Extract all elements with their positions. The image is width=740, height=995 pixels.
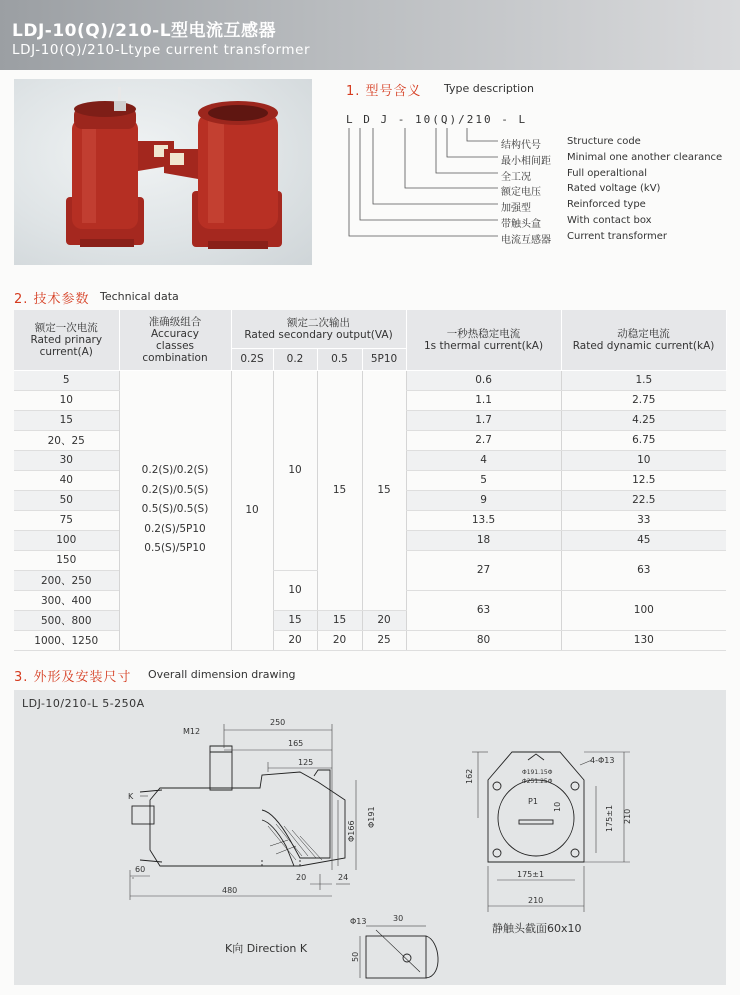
section-dimension-title: 3. 外形及安装尺寸 — [14, 670, 132, 685]
label-rating-2: Φ251.25Φ — [522, 778, 553, 785]
legend-en-5: Reinforced type — [567, 199, 646, 210]
label-210-horizontal: 210 — [528, 896, 544, 905]
cell-primary: 1000、1250 — [14, 630, 119, 650]
technical-data-table — [14, 310, 727, 651]
cell-output-05: 15 — [317, 610, 362, 630]
header-accuracy — [119, 310, 231, 370]
cell-output-05: 20 — [317, 630, 362, 650]
cell-output-02: 15 — [273, 610, 317, 630]
label-phi13: Φ13 — [350, 917, 367, 926]
legend-cn-3: 全工况 — [501, 172, 531, 183]
page-title: LDJ-10(Q)/210-L型电流互感器 — [12, 21, 277, 41]
header-sub-5p10: 5P10 — [362, 348, 406, 370]
header-accuracy-en2: classes — [156, 339, 194, 352]
cell-output-5p10: 20 — [362, 610, 406, 630]
header-sub-02S: 0.2S — [231, 348, 273, 370]
label-rating-1: Φ191.15Φ — [522, 769, 553, 776]
cell-primary: 20、25 — [14, 430, 119, 450]
page-subtitle: LDJ-10(Q)/210-Ltype current transformer — [12, 42, 311, 58]
drawing-model-label: LDJ-10/210-L 5-250A — [22, 697, 145, 710]
cell-dynamic: 2.75 — [561, 390, 726, 410]
cell-primary: 15 — [14, 410, 119, 430]
header-accuracy-cn: 准确级组合 — [148, 315, 202, 328]
cell-primary: 500、800 — [14, 610, 119, 630]
label-165: 165 — [288, 739, 304, 748]
header-secondary-en: Rated secondary output(VA) — [244, 328, 393, 341]
header-thermal-cn: 一秒热稳定电流 — [446, 327, 521, 340]
cell-thermal: 4 — [406, 450, 561, 470]
legend-cn-4: 额定电压 — [501, 187, 541, 198]
legend-cn-5: 加强型 — [501, 203, 531, 214]
label-480: 480 — [222, 886, 238, 895]
dimension-drawing-area — [14, 690, 726, 985]
cell-primary: 75 — [14, 510, 119, 530]
label-125: 125 — [298, 758, 314, 767]
header-dynamic-en: Rated dynamic current(kA) — [572, 339, 715, 352]
header-sub-05: 0.5 — [317, 348, 362, 370]
legend-cn-1: 结构代号 — [501, 140, 541, 151]
header-thermal-en: 1s thermal current(kA) — [423, 339, 544, 352]
section-tech-subtitle: Technical data — [100, 290, 179, 303]
caption-k-direction: K向 Direction K — [225, 942, 308, 955]
section-type-subtitle: Type description — [444, 82, 534, 95]
cell-output-5p10: 15 — [362, 370, 406, 610]
combination-1: 0.2(S)/0.2(S) — [141, 464, 209, 477]
cell-primary: 200、250 — [14, 570, 119, 590]
legend-en-4: Rated voltage (kV) — [567, 183, 661, 194]
label-24: 24 — [338, 873, 349, 882]
header-accuracy-en3: combination — [142, 351, 208, 364]
combination-5: 0.5(S)/5P10 — [144, 542, 206, 555]
label-50: 50 — [351, 951, 360, 962]
combination-4: 0.2(S)/5P10 — [144, 522, 206, 535]
cell-thermal: 18 — [406, 530, 561, 550]
label-175-horizontal: 175±1 — [517, 870, 545, 879]
header-thermal — [406, 310, 561, 370]
header-dynamic — [561, 310, 726, 370]
section-tech-title: 2. 技术参数 — [14, 292, 90, 307]
legend-en-6: With contact box — [567, 215, 652, 226]
cell-dynamic: 6.75 — [561, 430, 726, 450]
product-photo — [14, 79, 312, 265]
label-60: 60 — [135, 865, 146, 874]
combination-3: 0.5(S)/0.5(S) — [141, 503, 209, 516]
header-bar — [0, 0, 740, 70]
header-primary — [14, 310, 119, 370]
cell-output-02S: 10 — [231, 370, 273, 650]
header-secondary — [231, 310, 406, 348]
section-type-title: 1. 型号含义 — [346, 84, 422, 99]
cell-thermal: 2.7 — [406, 430, 561, 450]
cell-dynamic: 63 — [561, 550, 726, 590]
label-250: 250 — [270, 718, 286, 727]
transformer-right — [164, 101, 282, 249]
label-10: 10 — [553, 801, 562, 812]
cell-output-02: 20 — [273, 630, 317, 650]
transformer-illustration — [14, 79, 312, 265]
cell-primary: 40 — [14, 470, 119, 490]
label-30: 30 — [393, 914, 404, 923]
legend-en-7: Current transformer — [567, 231, 668, 242]
legend-en-1: Structure code — [567, 136, 641, 147]
header-primary-cn: 额定一次电流 — [34, 321, 98, 334]
cell-primary: 10 — [14, 390, 119, 410]
legend-en-3: Full operaltional — [567, 168, 647, 179]
cell-output-02: 10 — [273, 370, 317, 570]
header-primary-en2: current(A) — [39, 345, 93, 358]
cell-dynamic: 12.5 — [561, 470, 726, 490]
combination-2: 0.2(S)/0.5(S) — [141, 483, 209, 496]
cell-combinations — [119, 370, 231, 650]
cell-thermal: 1.1 — [406, 390, 561, 410]
label-210-vertical: 210 — [623, 808, 632, 824]
label-phi191: Φ191 — [367, 806, 376, 828]
cell-thermal: 5 — [406, 470, 561, 490]
legend-en-2: Minimal one another clearance — [567, 152, 723, 163]
cell-thermal: 13.5 — [406, 510, 561, 530]
transformer-left — [66, 87, 174, 247]
cell-thermal: 63 — [406, 590, 561, 630]
label-162: 162 — [465, 768, 474, 784]
label-k: K — [128, 792, 134, 801]
cell-primary: 100 — [14, 530, 119, 550]
cell-output-05: 15 — [317, 370, 362, 610]
cell-thermal: 80 — [406, 630, 561, 650]
legend-cn-7: 电流互感器 — [501, 235, 551, 246]
table-row — [14, 370, 726, 390]
cell-dynamic: 4.25 — [561, 410, 726, 430]
header-primary-en1: Rated prinary — [30, 333, 103, 346]
label-p1: P1 — [528, 797, 538, 806]
header-secondary-cn: 额定二次输出 — [287, 316, 351, 329]
cell-primary: 50 — [14, 490, 119, 510]
cell-dynamic: 10 — [561, 450, 726, 470]
section-dimension-subtitle: Overall dimension drawing — [148, 668, 296, 681]
label-20: 20 — [296, 873, 307, 882]
cell-output-5p10: 25 — [362, 630, 406, 650]
cell-dynamic: 130 — [561, 630, 726, 650]
header-dynamic-cn: 动稳定电流 — [617, 327, 670, 340]
cell-dynamic: 1.5 — [561, 370, 726, 390]
cell-thermal: 1.7 — [406, 410, 561, 430]
label-m12: M12 — [183, 727, 201, 736]
caption-contact-box: 静触头截面60x10 — [492, 922, 582, 935]
cell-dynamic: 45 — [561, 530, 726, 550]
legend-cn-6: 带触头盒 — [501, 219, 541, 230]
cell-dynamic: 22.5 — [561, 490, 726, 510]
cell-thermal: 0.6 — [406, 370, 561, 390]
cell-thermal: 9 — [406, 490, 561, 510]
legend-cn-2: 最小相间距 — [501, 156, 551, 167]
cell-primary: 30 — [14, 450, 119, 470]
label-phi166: Φ166 — [347, 820, 356, 842]
cell-dynamic: 33 — [561, 510, 726, 530]
label-4-phi13: 4-Φ13 — [590, 756, 615, 765]
cell-thermal: 27 — [406, 550, 561, 590]
cell-output-02: 10 — [273, 570, 317, 610]
model-code: L D J - 10(Q)/210 - L — [346, 113, 528, 126]
header-accuracy-en1: Accuracy — [151, 327, 199, 340]
cell-primary: 150 — [14, 550, 119, 570]
cell-primary: 300、400 — [14, 590, 119, 610]
cell-dynamic: 100 — [561, 590, 726, 630]
label-175-vertical: 175±1 — [605, 804, 614, 832]
cell-primary: 5 — [14, 370, 119, 390]
header-sub-02: 0.2 — [273, 348, 317, 370]
